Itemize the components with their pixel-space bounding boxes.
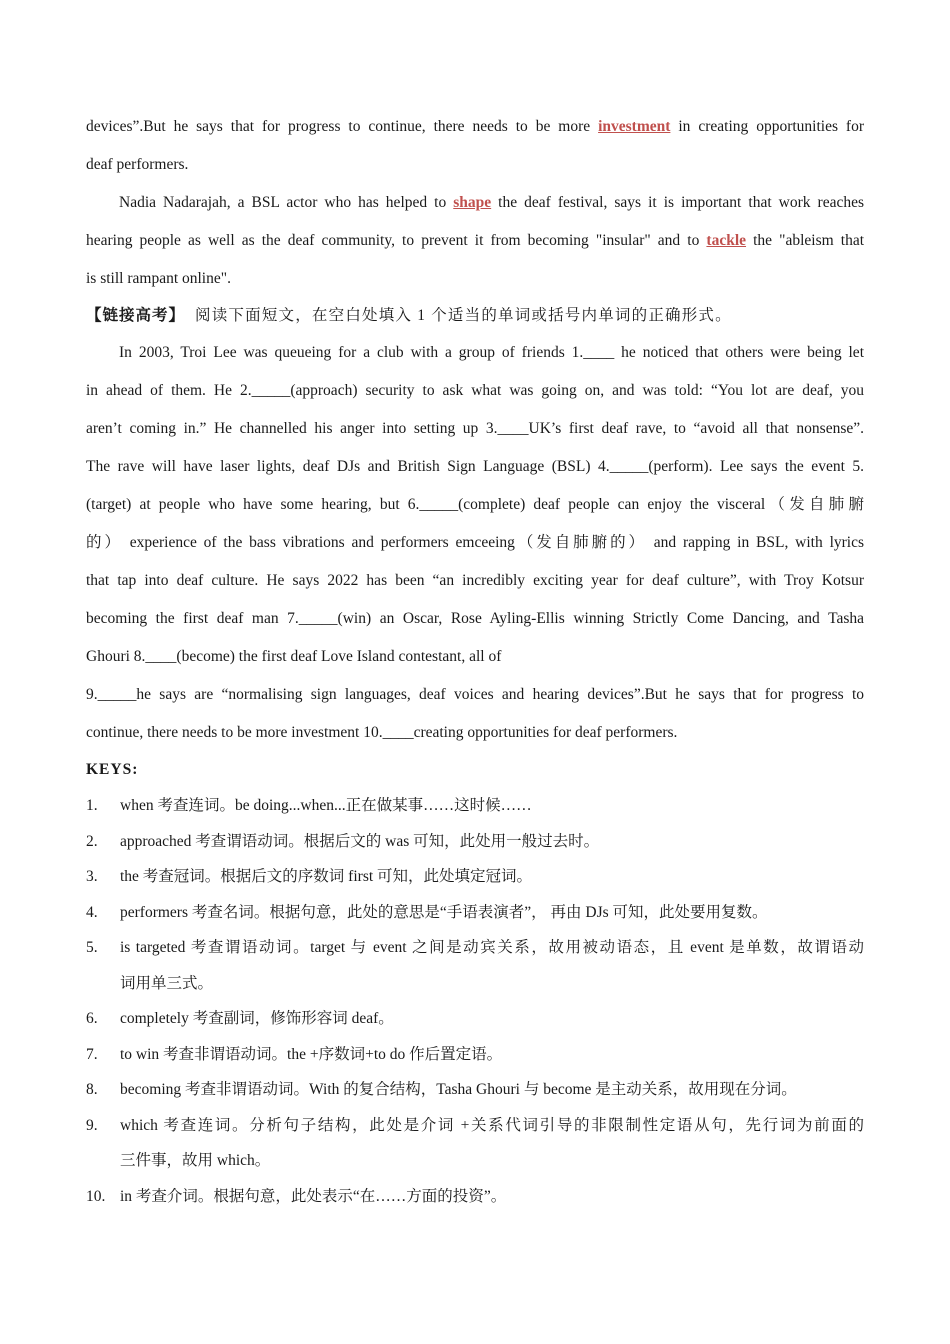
key-text: becoming 考查非谓语动词。With 的复合结构，Tasha Ghouri 与 become 是主动关系，故用现在分词。 bbox=[120, 1081, 797, 1098]
document-page bbox=[86, 108, 864, 1214]
section-label: 【链接高考】 bbox=[86, 307, 186, 324]
text-span: the "ableism that bbox=[746, 232, 865, 249]
text-span: in creating opportunities for bbox=[670, 118, 864, 135]
key-number: 2. bbox=[86, 832, 98, 850]
key-number: 9. bbox=[86, 1116, 98, 1134]
answer-key-item bbox=[86, 824, 864, 860]
exercise-heading bbox=[86, 298, 864, 334]
key-text-continued: 三件事，故用 which。 bbox=[120, 1152, 271, 1169]
exercise-line: in ahead of them. He 2._____(approach) security to ask what was going on, and was told: “You lot are deaf, you bbox=[86, 382, 864, 399]
key-text-continued: 词用单三式。 bbox=[120, 974, 214, 992]
key-number: 1. bbox=[86, 797, 98, 814]
exercise-line: continue, there needs to be more investment 10.____creating opportunities for deaf performers. bbox=[86, 724, 678, 741]
highlighted-word: investment bbox=[598, 118, 671, 135]
exercise-line: becoming the first deaf man 7._____(win) an Oscar, Rose Ayling-Ellis winning Strictly Come Dancing, and Tasha bbox=[86, 610, 864, 627]
answer-key-item bbox=[86, 1108, 864, 1179]
answer-key-item bbox=[86, 1179, 864, 1215]
text-span: devices”.But he says that for progress to continue, there needs to be more bbox=[86, 118, 599, 135]
exercise-line: In 2003, Troi Lee was queueing for a club with a group of friends 1.____ he noticed that others were being let bbox=[119, 344, 864, 361]
answer-key-item bbox=[86, 1001, 864, 1037]
exercise-line: 9._____he says are “normalising sign languages, deaf voices and hearing devices”.But he says that for progress to bbox=[86, 686, 864, 703]
key-number: 8. bbox=[86, 1081, 98, 1098]
key-text: which 考查连词。分析句子结构，此处是介词 +关系代词引导的非限制性定语从句，先行词为前面的 bbox=[120, 1116, 864, 1134]
exercise-line: Ghouri 8.____(become) the first deaf Love Island contestant, all of bbox=[86, 648, 502, 665]
key-number: 10. bbox=[86, 1187, 106, 1205]
answer-key-item bbox=[86, 895, 864, 931]
key-text: approached 考查谓语动词。根据后文的 was 可知，此处用一般过去时。 bbox=[120, 832, 600, 850]
exercise-instruction: 阅读下面短文，在空白处填入 1 个适当的单词或括号内单词的正确形式。 bbox=[195, 307, 732, 324]
key-text: to win 考查非谓语动词。the +序数词+to do 作后置定语。 bbox=[120, 1045, 503, 1063]
passage-line bbox=[86, 222, 864, 260]
answer-key-item bbox=[86, 1037, 864, 1073]
passage-line: is still rampant online". bbox=[86, 270, 231, 287]
exercise-line: The rave will have laser lights, deaf DJs and British Sign Language (BSL) 4._____(perform). Lee says the event 5. bbox=[86, 458, 864, 475]
key-number: 3. bbox=[86, 868, 98, 885]
key-text: performers 考查名词。根据句意，此处的意思是“手语表演者”， 再由 DJs 可知，此处要用复数。 bbox=[120, 903, 768, 921]
key-text: is targeted 考查谓语动词。target 与 event 之间是动宾关系，故用被动语态，且 event 是单数，故谓语动 bbox=[120, 939, 864, 956]
answer-key-item bbox=[86, 1072, 864, 1108]
text-span: the deaf festival, says it is important that work reaches bbox=[491, 194, 864, 211]
exercise-line: 的） experience of the bass vibrations and performers emceeing（发自肺腑的） and rapping in BSL, with lyrics bbox=[86, 534, 864, 551]
highlighted-word: shape bbox=[453, 194, 492, 211]
keys-title: KEYS: bbox=[86, 761, 139, 778]
key-text: completely 考查副词，修饰形容词 deaf。 bbox=[120, 1010, 394, 1027]
passage-line: deaf performers. bbox=[86, 156, 189, 173]
text-span: hearing people as well as the deaf community, to prevent it from becoming "insular" and to bbox=[86, 232, 707, 249]
key-number: 6. bbox=[86, 1010, 98, 1027]
answer-key-item bbox=[86, 930, 864, 1001]
exercise-line: (target) at people who have some hearing, but 6._____(complete) deaf people can enjoy the visceral（发自肺腑 bbox=[86, 496, 864, 513]
key-text: when 考查连词。be doing...when...正在做某事……这时候…… bbox=[120, 797, 532, 814]
text-span: Nadia Nadarajah, a BSL actor who has helped to bbox=[119, 194, 454, 211]
key-number: 4. bbox=[86, 903, 98, 921]
key-text: the 考查冠词。根据后文的序数词 first 可知，此处填定冠词。 bbox=[120, 868, 533, 885]
exercise-line: that tap into deaf culture. He says 2022 has been “an incredibly exciting year for deaf culture”, with Troy Kotsur bbox=[86, 572, 864, 589]
passage-line bbox=[86, 108, 864, 146]
highlighted-word: tackle bbox=[706, 232, 747, 249]
key-number: 7. bbox=[86, 1045, 98, 1063]
answer-key-item bbox=[86, 788, 864, 824]
passage-line bbox=[86, 184, 864, 222]
key-text: in 考查介词。根据句意，此处表示“在……方面的投资”。 bbox=[120, 1187, 507, 1205]
exercise-line: aren’t coming in.” He channelled his anger into setting up 3.____UK’s first deaf rave, to “avoid all that nonsense”. bbox=[86, 420, 864, 437]
key-number: 5. bbox=[86, 939, 98, 956]
answer-key-item bbox=[86, 859, 864, 895]
